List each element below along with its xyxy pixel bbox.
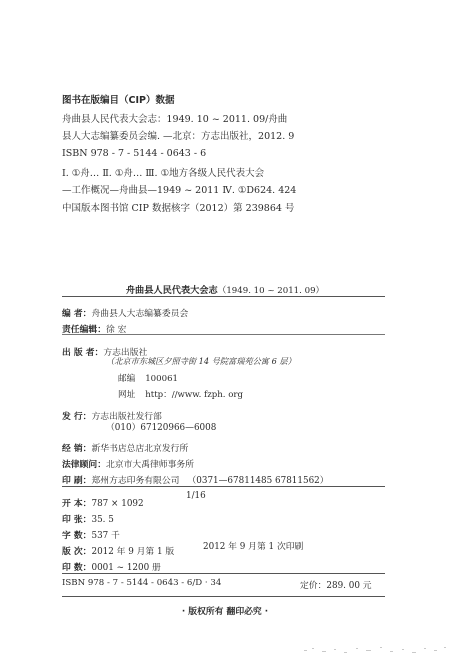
legal-label: 法律顾问：: [62, 460, 106, 470]
book-title-line: [0, 278, 450, 297]
postcode-label: 邮编: [118, 374, 136, 384]
postcode-value: 100061: [145, 374, 179, 384]
copies-value: 0001 ~ 1200 册: [91, 563, 161, 573]
cip-line: 县人大志编纂委员会编. —北京：方志出版社，2012. 9: [62, 131, 295, 142]
sheets-value: 35. 5: [91, 515, 114, 525]
edition-label: 版 次：: [62, 547, 92, 557]
print-phone: （0371—67811485 67811562）: [187, 476, 329, 486]
price: 定价：289. 00 元: [300, 581, 372, 591]
website-link[interactable]: http：//www. fzph. org: [145, 390, 244, 400]
divider: [62, 596, 385, 597]
copyright-notice: · 版权所有 翻印必究 ·: [181, 607, 269, 617]
issue-label: 发 行：: [62, 412, 92, 422]
divider: [62, 486, 385, 487]
print-row: [62, 468, 329, 487]
scan-noise-decoration: [300, 644, 450, 656]
sheets-label: 印 张：: [62, 515, 92, 525]
printing-value: 2012 年 9 月第 1 次印刷: [203, 542, 304, 552]
sales-value: 新华书店总店北京发行所: [91, 444, 189, 454]
book-subtitle: （1949. 10 ~ 2011. 09）: [217, 286, 325, 296]
footer-isbn: ISBN 978 - 7 - 5144 - 0643 - 6/D · 34: [62, 578, 222, 588]
editor-label: 编 者：: [62, 309, 92, 319]
cip-record-number: 中国版本图书馆 CIP 数据核字（2012）第 239864 号: [62, 203, 295, 214]
website-label: 网址: [118, 390, 136, 400]
cip-line: —工作概况—舟曲县—1949 ~ 2011 Ⅳ. ①D624. 424: [62, 185, 297, 196]
cip-isbn: ISBN 978 - 7 - 5144 - 0643 - 6: [62, 148, 207, 159]
legal-value: 北京市大禹律师事务所: [106, 460, 194, 470]
issue-phone: （010）67120966—6008: [106, 423, 217, 433]
book-title: 舟曲县人民代表大会志: [125, 285, 218, 296]
publisher-label: 出 版 者：: [62, 348, 104, 358]
issue-value: 方志出版社发行部: [91, 412, 162, 422]
format-fold: 1/16: [186, 491, 206, 501]
editor-value: 舟曲县人大志编纂委员会: [91, 309, 189, 319]
website-row: [118, 388, 243, 400]
edition-value: 2012 年 9 月第 1 版: [91, 547, 175, 557]
responsible-editor-value: 徐 宏: [106, 325, 127, 335]
format-label: 开 本：: [62, 499, 92, 509]
divider: [62, 334, 385, 335]
sales-label: 经 销：: [62, 444, 92, 454]
format-value: 787 × 1092: [91, 499, 144, 509]
print-label: 印 刷：: [62, 476, 92, 486]
cip-line: 舟曲县人民代表大会志：1949. 10 ~ 2011. 09/舟曲: [62, 114, 288, 125]
cip-heading: 图书在版编目（CIP）数据: [62, 95, 175, 106]
responsible-editor-label: 责任编辑：: [62, 325, 106, 335]
copies-label: 印 数：: [62, 563, 92, 573]
words-label: 字 数：: [62, 531, 92, 541]
print-value: 郑州方志印务有限公司: [91, 476, 180, 486]
words-value: 537 千: [91, 531, 120, 541]
copies-row: [62, 555, 161, 574]
publisher-name: 方志出版社: [103, 348, 148, 358]
postcode-row: [118, 372, 178, 384]
divider: [62, 296, 385, 297]
publisher-address: （北京市东城区夕照寺街 14 号院富瑞苑公寓 6 层）: [106, 356, 296, 366]
divider: [62, 573, 385, 574]
cip-line: Ⅰ. ①舟… Ⅱ. ①舟… Ⅲ. ①地方各级人民代表大会: [62, 168, 265, 179]
